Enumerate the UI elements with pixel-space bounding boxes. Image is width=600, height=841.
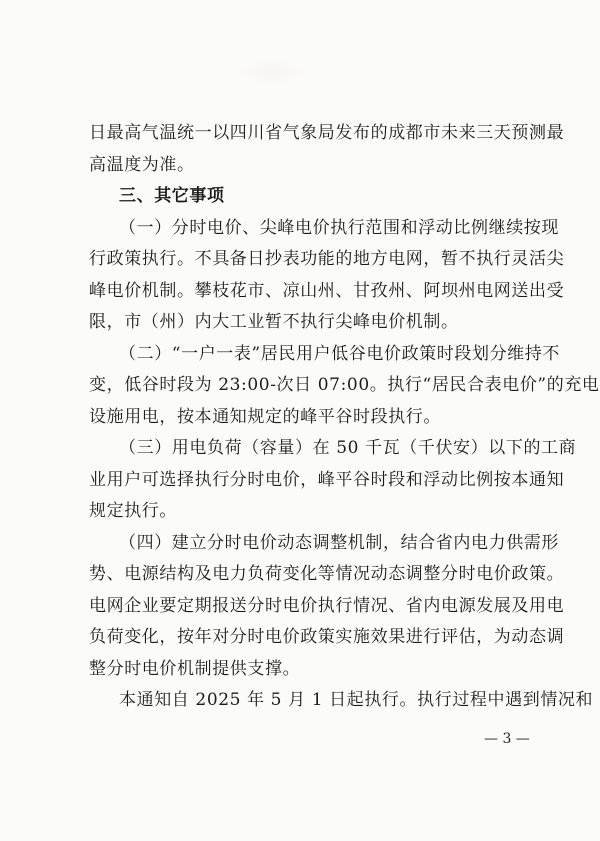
paragraph-3-line: （三）用电负荷（容量）在 50 千瓦（千伏安）以下的工商 [119, 438, 577, 458]
paragraph-4-line: 电网企业要定期报送分时电价执行情况、省内电源发展及用电 [89, 595, 565, 616]
paragraph-3-line: 业用户可选择执行分时电价，峰平谷时段和浮动比例按本通知 [89, 469, 565, 490]
paragraph-4-line: （四）建立分时电价动态调整机制，结合省内电力供需形 [119, 532, 559, 553]
paragraph-1-line: 峰电价机制。攀枝花市、凉山州、甘孜州、阿坝州电网送出受 [89, 280, 565, 301]
paragraph-2-line: 变，低谷时段为 23:00-次日 07:00。执行“居民合表电价”的充电 [89, 375, 600, 395]
paragraph-1-line: 限，市（州）内大工业暂不执行尖峰电价机制。 [89, 312, 459, 332]
body-line: 日最高气温统一以四川省气象局发布的成都市未来三天预测最 [89, 123, 565, 143]
paragraph-1-line: 行政策执行。不具备日抄表功能的地方电网，暂不执行灵活尖 [89, 249, 565, 269]
section-heading: 三、其它事项 [119, 186, 225, 206]
paragraph-5-line: 本通知自 2025 年 5 月 1 日起执行。执行过程中遇到情况和 [119, 690, 594, 710]
paragraph-4-line: 势、电源结构及电力负荷变化等情况动态调整分时电价政策。 [89, 564, 565, 584]
paragraph-2-line: （二）“一户一表”居民用户低谷电价政策时段划分维持不 [119, 343, 560, 364]
paragraph-2-line: 设施用电，按本通知规定的峰平谷时段执行。 [89, 406, 441, 427]
paragraph-3-line: 规定执行。 [89, 501, 177, 521]
document-body [89, 118, 600, 717]
paragraph-4-line: 整分时电价机制提供支撑。 [89, 658, 301, 679]
page-number: — 3 — [484, 731, 530, 747]
body-line: 高温度为准。 [89, 154, 195, 175]
paragraph-1-line: （一）分时电价、尖峰电价执行范围和浮动比例继续按现 [119, 217, 559, 238]
paragraph-4-line: 负荷变化，按年对分时电价政策实施效果进行评估，为动态调 [89, 627, 565, 647]
faint-seal-mark [236, 60, 306, 84]
